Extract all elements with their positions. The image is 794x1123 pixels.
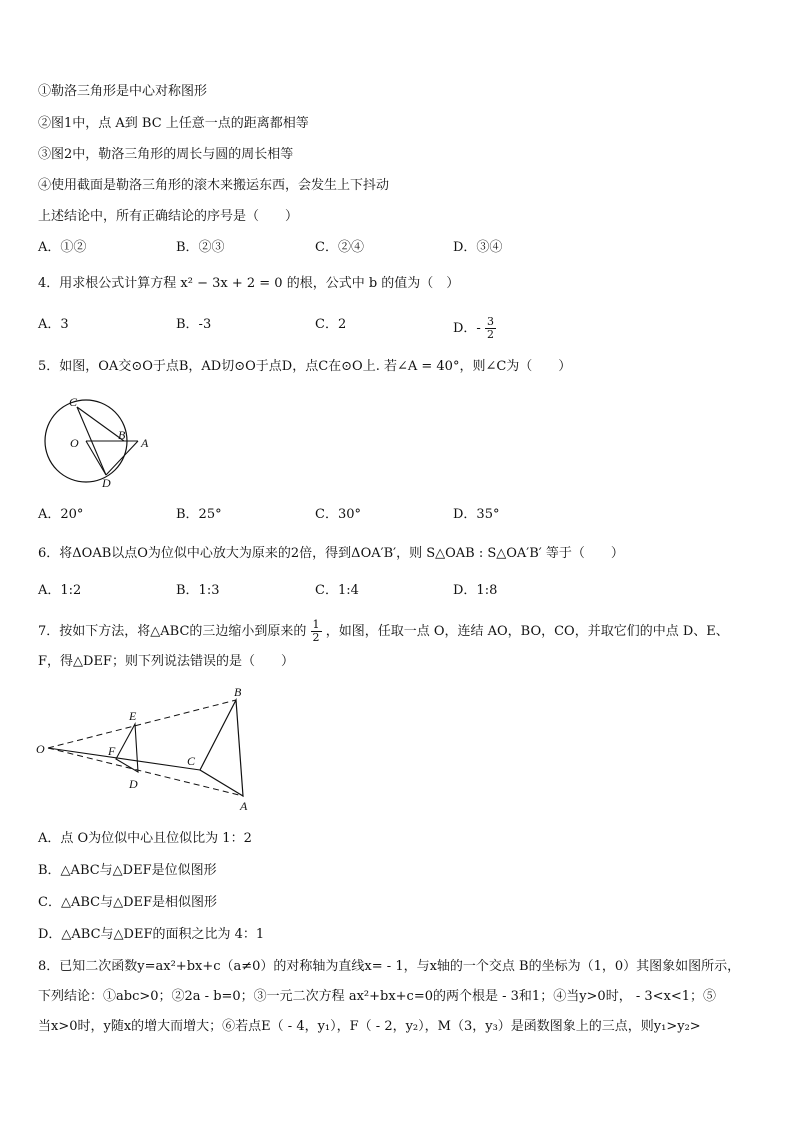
- q4-frac-denominator: 2: [486, 328, 494, 341]
- q5-label-b: B: [118, 428, 126, 442]
- q4-option-d-label: D．-: [453, 321, 481, 336]
- q6-option-b[interactable]: B．1:3: [176, 583, 220, 598]
- q7-option-d[interactable]: D．△ABC与△DEF的面积之比为 4：1: [38, 927, 265, 942]
- q3-statement-2: ②图1中，点 A到 BC 上任意一点的距离都相等: [38, 116, 309, 131]
- q3-statement-1: ①勒洛三角形是中心对称图形: [38, 84, 208, 99]
- q8-line-1: 8．已知二次函数y=ax²+bx+c（a≠0）的对称轴为直线x= - 1，与x轴的一个交点 B的坐标为（1，0）其图象如图所示，: [38, 959, 741, 974]
- q7-fraction: [311, 619, 322, 644]
- q7-label-b: B: [234, 685, 242, 699]
- q7-question-line1: [38, 619, 729, 644]
- q4-option-d-fraction: [485, 316, 496, 341]
- q6-question: 6．将ΔOAB以点O为位似中心放大为原来的2倍，得到ΔOA′B′，则 S△OAB : S△OA′B′ 等于（ ）: [38, 546, 624, 561]
- q3-option-a[interactable]: A．①②: [38, 240, 87, 255]
- q7-option-a[interactable]: A．点 O为位似中心且位似比为 1：2: [38, 831, 252, 846]
- q8-line-3: 当x>0时，y随x的增大而增大；⑥若点E（ - 4，y₁），F（ - 2，y₂），M（3，y₃）是函数图象上的三点，则y₁>y₂>: [38, 1019, 701, 1034]
- q7-label-e: E: [129, 709, 137, 723]
- q5-label-o: O: [70, 436, 79, 450]
- q5-option-a[interactable]: A．20°: [38, 507, 84, 522]
- q5-option-b[interactable]: B．25°: [176, 507, 222, 522]
- q7-question-line2: F，得△DEF；则下列说法错误的是（ ）: [38, 654, 294, 669]
- q7-label-a: A: [240, 799, 248, 813]
- q8-line-2: 下列结论：①abc>0；②2a - b=0；③一元二次方程 ax²+bx+c=0的两个根是 - 3和1；④当y>0时， - 3<x<1；⑤: [38, 989, 717, 1004]
- q7-text-after: ，如图，任取一点 O，连结 AO，BO，CO，并取它们的中点 D、E、: [325, 624, 729, 639]
- q6-option-c[interactable]: C．1:4: [315, 583, 359, 598]
- q3-option-c[interactable]: C．②④: [315, 240, 364, 255]
- q5-label-c: C: [69, 395, 78, 409]
- q5-option-c[interactable]: C．30°: [315, 507, 361, 522]
- q3-prompt: 上述结论中，所有正确结论的序号是（ ）: [38, 209, 299, 224]
- q7-homothety-figure: [34, 684, 264, 816]
- q4-option-c[interactable]: C．2: [315, 317, 347, 332]
- q7-option-c[interactable]: C．△ABC与△DEF是相似图形: [38, 895, 218, 910]
- q7-label-o: O: [36, 742, 45, 756]
- q7-text-before: 7．按如下方法，将△ABC的三边缩小到原来的: [38, 624, 307, 639]
- q5-label-d: D: [102, 476, 111, 490]
- q7-label-c: C: [187, 754, 196, 768]
- q4-option-d[interactable]: [453, 316, 496, 341]
- q4-option-b[interactable]: B．-3: [176, 317, 212, 332]
- q3-statement-4: ④使用截面是勒洛三角形的滚木来搬运东西，会发生上下抖动: [38, 178, 390, 193]
- q5-option-d[interactable]: D．35°: [453, 507, 500, 522]
- q7-label-d: D: [129, 777, 138, 791]
- q7-label-f: F: [108, 744, 116, 758]
- q7-frac-numerator: 1: [312, 618, 320, 631]
- q7-option-b[interactable]: B．△ABC与△DEF是位似图形: [38, 863, 217, 878]
- q4-question: 4．用求根公式计算方程 x² − 3x + 2 = 0 的根，公式中 b 的值为（ ）: [38, 276, 460, 291]
- q4-option-a[interactable]: A．3: [38, 317, 69, 332]
- q6-option-d[interactable]: D．1:8: [453, 583, 498, 598]
- q5-label-a: A: [141, 436, 149, 450]
- q6-option-a[interactable]: A．1:2: [38, 583, 82, 598]
- q3-option-b[interactable]: B．②③: [176, 240, 225, 255]
- q3-statement-3: ③图2中，勒洛三角形的周长与圆的周长相等: [38, 147, 294, 162]
- q4-frac-numerator: 3: [486, 315, 494, 328]
- q5-circle-figure: [40, 395, 155, 490]
- q3-option-d[interactable]: D．③④: [453, 240, 503, 255]
- q7-frac-denominator: 2: [312, 631, 320, 644]
- q5-question: 5．如图，OA交⊙O于点B，AD切⊙O于点D，点C在⊙O上. 若∠A = 40°，则∠C为（ ）: [38, 359, 572, 374]
